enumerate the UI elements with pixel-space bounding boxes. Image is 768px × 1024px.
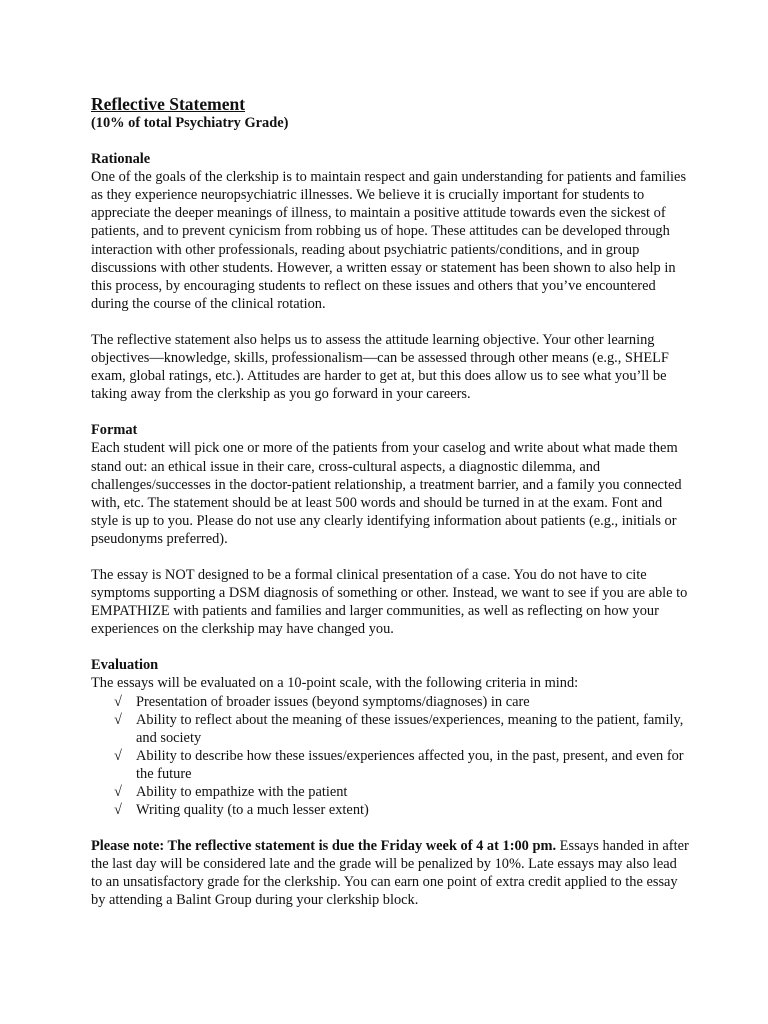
criterion-item [91,693,691,711]
checkmark-icon: √ [114,693,122,710]
criterion-text: Presentation of broader issues (beyond symptoms/diagnoses) in care [136,693,530,710]
evaluation-heading: Evaluation [91,657,159,674]
format-heading: Format [91,422,138,439]
criterion-text: Ability to reflect about the meaning of these issues/experiences, meaning to the patient, family, and society [136,711,684,746]
rationale-paragraph-2: The reflective statement also helps us to assess the attitude learning objective. Your other learning objectives—knowledge, skills, professionalism—can be assessed through other means (e.g., SHELF exam, global ratings, etc.). Attitudes are harder to get at, but this does allow us to see what you’ll be taking away from the clerkship as you go forward in your careers. [91,331,669,403]
checkmark-icon: √ [114,747,122,764]
due-date-note-body: Essays handed in after the last day will be considered late and the grade will be penalized by 10%. Late essays may also lead to an unsatisfactory grade for the clerkship. You can earn one point of extra credit applied to the essay by attending a Balint Group during your clerkship block. [91,838,689,909]
document-title: Reflective Statement [91,94,246,114]
criterion-item [91,711,691,747]
due-date-note [91,837,691,909]
criterion-text: Ability to describe how these issues/experiences affected you, in the past, present, and even for the future [136,747,684,782]
format-paragraph-1: Each student will pick one or more of the patients from your caselog and write about what made them stand out: an ethical issue in their care, cross-cultural aspects, a diagnostic dilemma, and challenges/successes in the doctor-patient relationship, a treatment barrier, and a family you connected with, etc. The statement should be at least 500 words and should be turned in at the exam. Font and style is up to you. Please do not use any clearly identifying information about patients (e.g., initials or pseudonyms preferred). [91,440,682,547]
criterion-item [91,801,691,819]
evaluation-intro: The essays will be evaluated on a 10-point scale, with the following criteria in mind: [91,675,579,692]
format-paragraph-2: The essay is NOT designed to be a formal clinical presentation of a case. You do not have to cite symptoms supporting a DSM diagnosis of something or other. Instead, we want to see if you are able to EMPATHIZE with patients and families and larger communities, as well as reflecting on how your experiences on the clerkship may have changed you. [91,566,688,638]
due-date-note-lead: Please note: The reflective statement is due the Friday week of 4 at 1:00 pm. [91,838,557,855]
criterion-text: Writing quality (to a much lesser extent) [136,802,369,819]
criterion-text: Ability to empathize with the patient [136,784,348,800]
checkmark-icon: √ [114,802,122,819]
checkmark-icon: √ [114,784,122,800]
document-subtitle: (10% of total Psychiatry Grade) [91,115,289,131]
criterion-item [91,783,691,801]
checkmark-icon: √ [114,711,122,728]
evaluation-criteria-list [91,693,691,820]
rationale-heading: Rationale [91,151,151,168]
rationale-paragraph-1: One of the goals of the clerkship is to maintain respect and gain understanding for patients and families as they experience neuropsychiatric illnesses. We believe it is crucially important for students to appreciate the deeper meanings of illness, to maintain a positive attitude towards even the sickest of patients, and to prevent cynicism from robbing us of hope. These attitudes can be developed through interaction with other professionals, reading about psychiatric patients/conditions, and in group discussions with other students. However, a written essay or statement has been shown to also help in this process, by encouraging students to reflect on these issues and others that you’ve encountered during the course of the clinical rotation. [91,169,687,312]
criterion-item [91,747,691,783]
document-body [91,94,691,928]
